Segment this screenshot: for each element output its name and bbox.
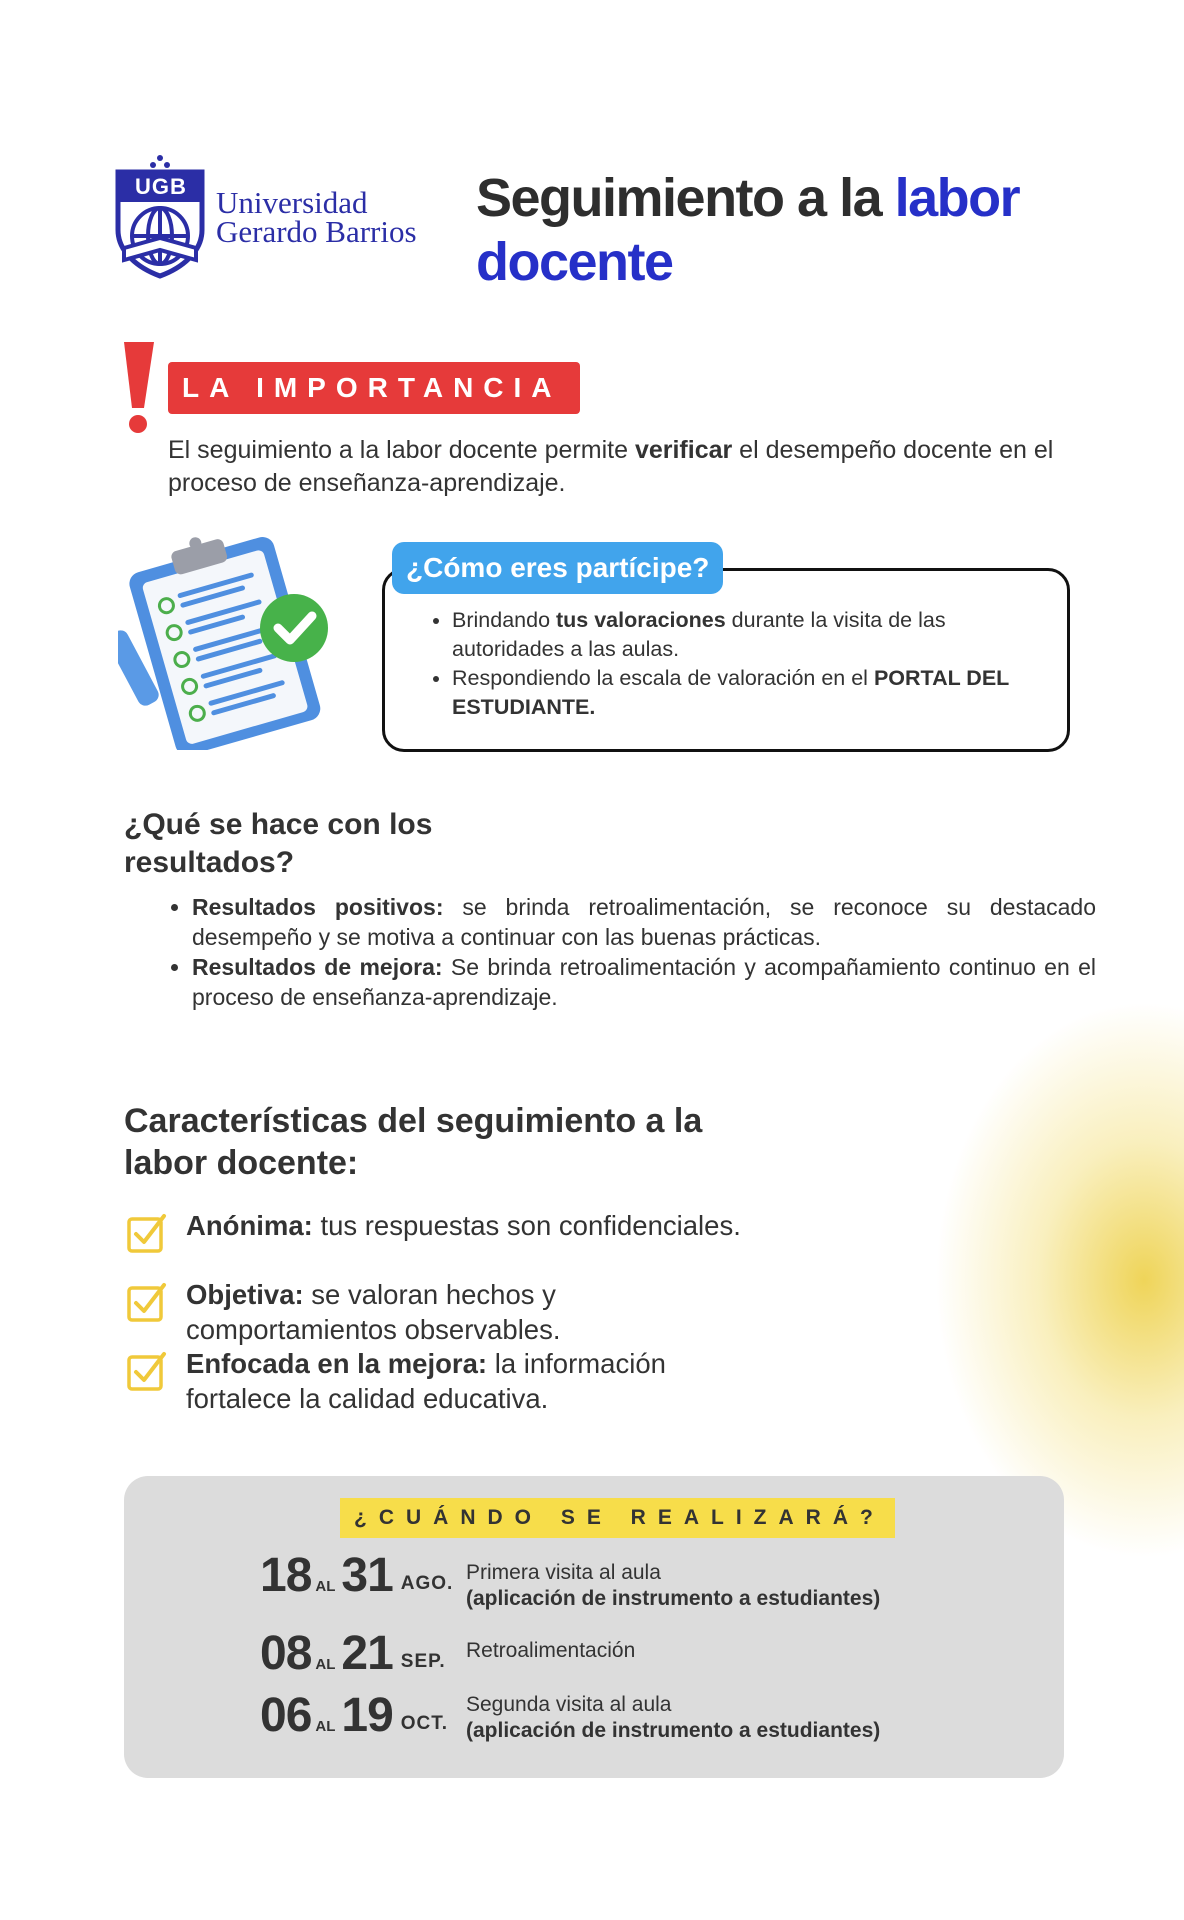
importance-text: El seguimiento a la labor docente permite verificar el desempeño docente en el proceso de enseñanza-aprendizaje. [168,436,1054,497]
date-range-2: 08 AL 21 SEP. [260,1627,446,1680]
logo-abbrev: UGB [135,174,187,199]
participate-badge: ¿Cómo eres partícipe? [392,542,723,594]
list-item: • Respondiendo la escala de valoración en el PORTAL DEL ESTUDIANTE. [452,664,1062,722]
results-title: ¿Qué se hace con los resultados? [124,808,433,879]
university-name-line1: Universidad [216,185,368,220]
ugb-shield-logo-icon [112,152,208,280]
title-highlight: labor docente [476,168,1020,292]
list-item: • Resultados positivos: se brinda retroalimentación, se reconoce su destacado desempeño y se motiva a continuar con las buenas prácticas. [192,892,1096,952]
page-title [476,166,1096,294]
schedule-desc-1: Primera visita al aula (aplicación de instrumento a estudiantes) [466,1561,881,1610]
results-list [160,892,1096,1012]
checkbox-check-icon [126,1281,168,1323]
checkbox-check-icon [126,1212,168,1254]
schedule-badge: ¿CUÁNDO SE REALIZARÁ? [340,1498,895,1538]
title-part1: Seguimiento a la [476,168,895,228]
university-name-line2: Gerardo Barrios [216,214,417,249]
exclamation-icon [116,338,158,438]
date-range-3: 06 AL 19 OCT. [260,1689,449,1742]
list-item: • Resultados de mejora: Se brinda retroalimentación y acompañamiento continuo en el proceso de enseñanza-aprendizaje. [192,952,1096,1012]
list-item: • Brindando tus valoraciones durante la visita de las autoridades a las aulas. [452,606,1062,664]
importance-badge: LA IMPORTANCIA [168,362,580,414]
participate-list [430,606,1062,722]
checkbox-check-icon [126,1350,168,1392]
schedule-desc-3: Segunda visita al aula (aplicación de instrumento a estudiantes) [466,1693,881,1742]
date-range-1: 18 AL 31 AGO. [260,1549,454,1602]
clipboard-checklist-icon [118,528,338,750]
schedule-desc-2: Retroalimentación [466,1639,636,1662]
university-name [216,185,417,249]
features-title: Características del seguimiento a la labor docente: [124,1102,703,1182]
